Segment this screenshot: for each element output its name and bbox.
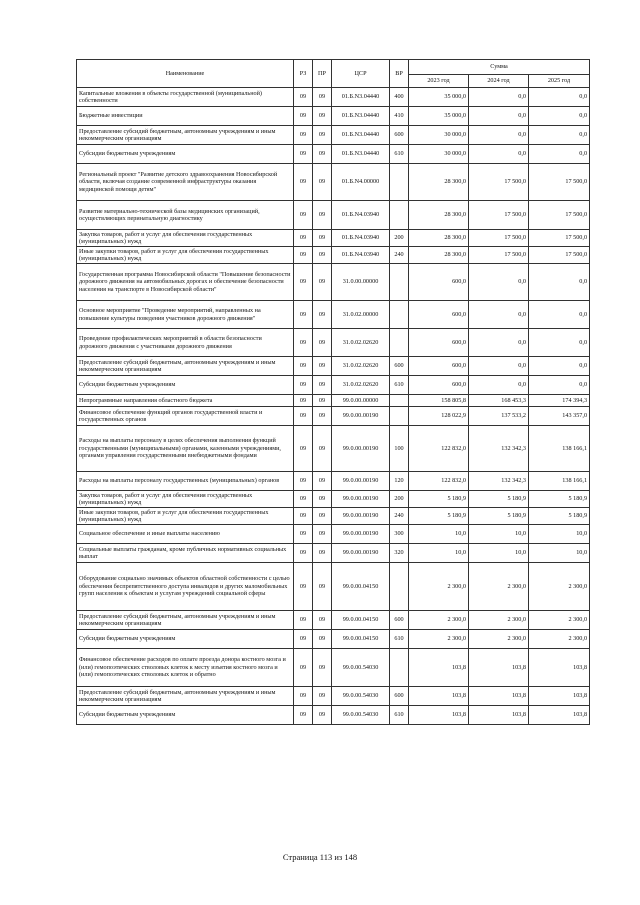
- cell-vr: 610: [390, 706, 409, 725]
- cell-vr: 120: [390, 472, 409, 491]
- table-row: [77, 230, 590, 247]
- cell-pr: 09: [313, 649, 332, 687]
- cell-rz: 09: [294, 376, 313, 395]
- cell-2025: 138 166,1: [529, 472, 590, 491]
- cell-2023: 30 000,0: [409, 145, 469, 164]
- header-sum: Сумма: [409, 60, 590, 75]
- cell-2024: 0,0: [469, 264, 529, 301]
- cell-pr: 09: [313, 563, 332, 611]
- cell-2025: 103,8: [529, 687, 590, 706]
- cell-name: Региональный проект "Развитие детского здравоохранения Новосибирской области, включая создание современной инфраструктуры оказания медицинской помощи детям": [77, 164, 294, 201]
- cell-vr: 600: [390, 126, 409, 145]
- table-row: [77, 426, 590, 472]
- cell-pr: 09: [313, 329, 332, 357]
- cell-pr: 09: [313, 376, 332, 395]
- cell-2024: 132 342,3: [469, 472, 529, 491]
- cell-rz: 09: [294, 164, 313, 201]
- cell-pr: 09: [313, 164, 332, 201]
- cell-2024: 2 300,0: [469, 630, 529, 649]
- cell-csr: 99.0.00.04150: [332, 630, 390, 649]
- cell-pr: 09: [313, 687, 332, 706]
- cell-rz: 09: [294, 544, 313, 563]
- cell-vr: 610: [390, 630, 409, 649]
- cell-2023: 10,0: [409, 525, 469, 544]
- cell-pr: 09: [313, 426, 332, 472]
- cell-2024: 0,0: [469, 88, 529, 107]
- cell-vr: 600: [390, 611, 409, 630]
- cell-vr: 600: [390, 357, 409, 376]
- cell-csr: 01.Б.N3.04440: [332, 88, 390, 107]
- cell-2025: 17 500,0: [529, 164, 590, 201]
- cell-2025: 2 300,0: [529, 611, 590, 630]
- cell-vr: 610: [390, 145, 409, 164]
- cell-2024: 132 342,3: [469, 426, 529, 472]
- cell-csr: 99.0.00.54030: [332, 706, 390, 725]
- table-row: [77, 611, 590, 630]
- cell-2025: 143 357,0: [529, 407, 590, 426]
- cell-csr: 99.0.00.54030: [332, 649, 390, 687]
- cell-2025: 0,0: [529, 301, 590, 329]
- cell-csr: 31.0.02.02620: [332, 376, 390, 395]
- cell-rz: 09: [294, 426, 313, 472]
- cell-rz: 09: [294, 687, 313, 706]
- cell-2025: 17 500,0: [529, 230, 590, 247]
- cell-csr: 99.0.00.00190: [332, 544, 390, 563]
- cell-rz: 09: [294, 357, 313, 376]
- cell-vr: [390, 164, 409, 201]
- cell-name: Субсидии бюджетным учреждениям: [77, 706, 294, 725]
- cell-2024: 5 180,9: [469, 508, 529, 525]
- cell-pr: 09: [313, 247, 332, 264]
- cell-2025: 0,0: [529, 126, 590, 145]
- table-row: [77, 563, 590, 611]
- cell-2023: 103,8: [409, 687, 469, 706]
- cell-2023: 35 000,0: [409, 107, 469, 126]
- table-row: [77, 706, 590, 725]
- cell-2024: 2 300,0: [469, 563, 529, 611]
- cell-2023: 2 300,0: [409, 630, 469, 649]
- cell-rz: 09: [294, 395, 313, 407]
- cell-csr: 99.0.00.00190: [332, 525, 390, 544]
- cell-csr: 31.0.00.00000: [332, 264, 390, 301]
- cell-2024: 137 533,2: [469, 407, 529, 426]
- document-page: [76, 59, 589, 725]
- header-year-2025: 2025 год: [529, 75, 590, 88]
- table-row: [77, 107, 590, 126]
- header-rz: РЗ: [294, 60, 313, 88]
- header-year-2024: 2024 год: [469, 75, 529, 88]
- table-row: [77, 88, 590, 107]
- cell-2024: 0,0: [469, 301, 529, 329]
- cell-name: Предоставление субсидий бюджетным, автономным учреждениям и иным некоммерческим организациям: [77, 126, 294, 145]
- cell-2023: 2 300,0: [409, 563, 469, 611]
- cell-pr: 09: [313, 126, 332, 145]
- cell-2025: 0,0: [529, 88, 590, 107]
- cell-csr: 01.Б.N4.00000: [332, 164, 390, 201]
- cell-2023: 30 000,0: [409, 126, 469, 145]
- cell-pr: 09: [313, 107, 332, 126]
- cell-vr: 240: [390, 247, 409, 264]
- cell-vr: 610: [390, 376, 409, 395]
- table-row: [77, 491, 590, 508]
- table-row: [77, 164, 590, 201]
- table-row: [77, 145, 590, 164]
- table-row: [77, 544, 590, 563]
- cell-name: Закупка товаров, работ и услуг для обеспечения государственных (муниципальных) нужд: [77, 491, 294, 508]
- cell-2024: 17 500,0: [469, 247, 529, 264]
- header-pr: ПР: [313, 60, 332, 88]
- cell-2023: 28 300,0: [409, 247, 469, 264]
- cell-csr: 01.Б.N4.03940: [332, 230, 390, 247]
- table-row: [77, 357, 590, 376]
- cell-rz: 09: [294, 563, 313, 611]
- cell-rz: 09: [294, 491, 313, 508]
- cell-2023: 35 000,0: [409, 88, 469, 107]
- cell-2025: 17 500,0: [529, 201, 590, 230]
- cell-vr: 300: [390, 525, 409, 544]
- cell-pr: 09: [313, 301, 332, 329]
- cell-name: Финансовое обеспечение расходов по оплате проезда донора костного мозга и (или) гемопоэтических стволовых клеток к месту изъятия костного мозга и (или) гемопоэтических стволовых клеток и обратно: [77, 649, 294, 687]
- table-row: [77, 407, 590, 426]
- cell-vr: [390, 201, 409, 230]
- table-row: [77, 472, 590, 491]
- cell-2025: 0,0: [529, 107, 590, 126]
- cell-vr: 410: [390, 107, 409, 126]
- cell-2024: 0,0: [469, 107, 529, 126]
- cell-2024: 0,0: [469, 329, 529, 357]
- cell-2023: 103,8: [409, 649, 469, 687]
- cell-2024: 17 500,0: [469, 164, 529, 201]
- table-row: [77, 630, 590, 649]
- cell-name: Развитие материально-технической базы медицинских организаций, осуществляющих перинатальную диагностику: [77, 201, 294, 230]
- table-row: [77, 508, 590, 525]
- cell-name: Расходы на выплаты персоналу государственных (муниципальных) органов: [77, 472, 294, 491]
- table-row: [77, 525, 590, 544]
- cell-name: Социальное обеспечение и иные выплаты населению: [77, 525, 294, 544]
- cell-2024: 0,0: [469, 357, 529, 376]
- cell-2024: 17 500,0: [469, 201, 529, 230]
- table-body: [77, 88, 590, 725]
- cell-vr: [390, 329, 409, 357]
- cell-2023: 128 022,9: [409, 407, 469, 426]
- header-name: Наименование: [77, 60, 294, 88]
- cell-pr: 09: [313, 491, 332, 508]
- table-row: [77, 329, 590, 357]
- cell-2023: 600,0: [409, 301, 469, 329]
- budget-table: [76, 59, 590, 725]
- cell-csr: 99.0.00.00190: [332, 491, 390, 508]
- table-row: [77, 376, 590, 395]
- cell-2024: 2 300,0: [469, 611, 529, 630]
- cell-2025: 5 180,9: [529, 508, 590, 525]
- cell-rz: 09: [294, 230, 313, 247]
- cell-csr: 99.0.00.00190: [332, 472, 390, 491]
- cell-csr: 99.0.00.00190: [332, 508, 390, 525]
- cell-vr: [390, 649, 409, 687]
- cell-vr: [390, 301, 409, 329]
- cell-rz: 09: [294, 508, 313, 525]
- cell-vr: [390, 563, 409, 611]
- header-csr: ЦСР: [332, 60, 390, 88]
- table-row: [77, 301, 590, 329]
- cell-csr: 99.0.00.00000: [332, 395, 390, 407]
- cell-rz: 09: [294, 145, 313, 164]
- table-row: [77, 264, 590, 301]
- cell-name: Предоставление субсидий бюджетным, автономным учреждениям и иным некоммерческим организациям: [77, 611, 294, 630]
- table-row: [77, 395, 590, 407]
- cell-name: Финансовое обеспечение функций органов государственной власти и государственных органов: [77, 407, 294, 426]
- cell-rz: 09: [294, 649, 313, 687]
- cell-name: Оборудование социально значимых объектов областной собственности с целью обеспечения беспрепятственного доступа инвалидов и других маломобильных групп населения к объектам и услугам учреждений социальной сферы: [77, 563, 294, 611]
- cell-rz: 09: [294, 706, 313, 725]
- cell-2023: 600,0: [409, 264, 469, 301]
- table-row: [77, 126, 590, 145]
- cell-pr: 09: [313, 407, 332, 426]
- cell-2025: 0,0: [529, 264, 590, 301]
- cell-csr: 01.Б.N4.03940: [332, 201, 390, 230]
- cell-2025: 5 180,9: [529, 491, 590, 508]
- cell-vr: 240: [390, 508, 409, 525]
- cell-rz: 09: [294, 107, 313, 126]
- cell-2024: 10,0: [469, 525, 529, 544]
- cell-vr: 200: [390, 230, 409, 247]
- cell-2023: 600,0: [409, 357, 469, 376]
- cell-vr: [390, 264, 409, 301]
- cell-2024: 168 453,3: [469, 395, 529, 407]
- cell-2023: 103,8: [409, 706, 469, 725]
- cell-pr: 09: [313, 706, 332, 725]
- cell-pr: 09: [313, 264, 332, 301]
- cell-2024: 0,0: [469, 376, 529, 395]
- cell-pr: 09: [313, 544, 332, 563]
- cell-2025: 2 300,0: [529, 563, 590, 611]
- cell-vr: 200: [390, 491, 409, 508]
- cell-name: Государственная программа Новосибирской области "Повышение безопасности дорожного движения на автомобильных дорогах и обеспечение безопасности населения на транспорте в Новосибирской области": [77, 264, 294, 301]
- cell-2025: 138 166,1: [529, 426, 590, 472]
- cell-2025: 10,0: [529, 525, 590, 544]
- page-footer: Страница 113 из 148: [282, 852, 358, 862]
- cell-pr: 09: [313, 201, 332, 230]
- cell-pr: 09: [313, 508, 332, 525]
- cell-name: Бюджетные инвестиции: [77, 107, 294, 126]
- cell-csr: 31.0.02.02620: [332, 329, 390, 357]
- header-vr: ВР: [390, 60, 409, 88]
- cell-2023: 122 832,0: [409, 472, 469, 491]
- cell-2024: 103,8: [469, 687, 529, 706]
- cell-rz: 09: [294, 264, 313, 301]
- cell-name: Расходы на выплаты персоналу в целях обеспечения выполнения функций государственными (муниципальными) органами, казенными учреждениями, органами управления государственными внебюджетными фондами: [77, 426, 294, 472]
- cell-rz: 09: [294, 407, 313, 426]
- cell-name: Иные закупки товаров, работ и услуг для обеспечения государственных (муниципальных) нужд: [77, 508, 294, 525]
- cell-csr: 99.0.00.54030: [332, 687, 390, 706]
- cell-2025: 0,0: [529, 329, 590, 357]
- table-row: [77, 201, 590, 230]
- cell-2025: 0,0: [529, 145, 590, 164]
- cell-2023: 10,0: [409, 544, 469, 563]
- cell-csr: 99.0.00.00190: [332, 426, 390, 472]
- cell-name: Проведение профилактических мероприятий в области безопасности дорожного движения с участниками дорожного движения: [77, 329, 294, 357]
- cell-pr: 09: [313, 395, 332, 407]
- cell-pr: 09: [313, 230, 332, 247]
- cell-2025: 174 394,3: [529, 395, 590, 407]
- cell-name: Субсидии бюджетным учреждениям: [77, 630, 294, 649]
- cell-rz: 09: [294, 611, 313, 630]
- cell-name: Закупка товаров, работ и услуг для обеспечения государственных (муниципальных) нужд: [77, 230, 294, 247]
- cell-vr: 600: [390, 687, 409, 706]
- cell-2024: 0,0: [469, 145, 529, 164]
- cell-2025: 103,8: [529, 649, 590, 687]
- cell-pr: 09: [313, 357, 332, 376]
- cell-name: Субсидии бюджетным учреждениям: [77, 145, 294, 164]
- cell-2025: 0,0: [529, 357, 590, 376]
- header-year-2023: 2023 год: [409, 75, 469, 88]
- cell-2024: 10,0: [469, 544, 529, 563]
- table-row: [77, 649, 590, 687]
- cell-vr: 320: [390, 544, 409, 563]
- cell-2024: 103,8: [469, 649, 529, 687]
- cell-pr: 09: [313, 472, 332, 491]
- cell-name: Иные закупки товаров, работ и услуг для обеспечения государственных (муниципальных) нужд: [77, 247, 294, 264]
- cell-pr: 09: [313, 525, 332, 544]
- cell-2025: 10,0: [529, 544, 590, 563]
- table-row: [77, 687, 590, 706]
- cell-name: Предоставление субсидий бюджетным, автономным учреждениям и иным некоммерческим организациям: [77, 357, 294, 376]
- cell-name: Предоставление субсидий бюджетным, автономным учреждениям и иным некоммерческим организациям: [77, 687, 294, 706]
- cell-rz: 09: [294, 630, 313, 649]
- cell-pr: 09: [313, 88, 332, 107]
- cell-csr: 01.Б.N3.04440: [332, 107, 390, 126]
- cell-2023: 5 180,9: [409, 491, 469, 508]
- cell-rz: 09: [294, 247, 313, 264]
- cell-2024: 0,0: [469, 126, 529, 145]
- cell-csr: 99.0.00.00190: [332, 407, 390, 426]
- cell-vr: [390, 407, 409, 426]
- cell-rz: 09: [294, 301, 313, 329]
- cell-rz: 09: [294, 126, 313, 145]
- cell-vr: 100: [390, 426, 409, 472]
- cell-2023: 600,0: [409, 329, 469, 357]
- cell-2023: 28 300,0: [409, 164, 469, 201]
- cell-name: Капитальные вложения в объекты государственной (муниципальной) собственности: [77, 88, 294, 107]
- cell-name: Социальные выплаты гражданам, кроме публичных нормативных социальных выплат: [77, 544, 294, 563]
- cell-2025: 17 500,0: [529, 247, 590, 264]
- cell-vr: 400: [390, 88, 409, 107]
- cell-csr: 99.0.00.04150: [332, 611, 390, 630]
- cell-name: Непрограммные направления областного бюджета: [77, 395, 294, 407]
- cell-csr: 01.Б.N3.04440: [332, 126, 390, 145]
- cell-2023: 28 300,0: [409, 230, 469, 247]
- cell-2023: 2 300,0: [409, 611, 469, 630]
- cell-rz: 09: [294, 525, 313, 544]
- cell-2024: 5 180,9: [469, 491, 529, 508]
- cell-rz: 09: [294, 201, 313, 230]
- cell-vr: [390, 395, 409, 407]
- cell-pr: 09: [313, 611, 332, 630]
- cell-2023: 5 180,9: [409, 508, 469, 525]
- cell-2023: 158 805,8: [409, 395, 469, 407]
- cell-name: Субсидии бюджетным учреждениям: [77, 376, 294, 395]
- cell-2024: 103,8: [469, 706, 529, 725]
- cell-2023: 28 300,0: [409, 201, 469, 230]
- cell-csr: 31.0.02.00000: [332, 301, 390, 329]
- cell-rz: 09: [294, 88, 313, 107]
- cell-csr: 99.0.00.04150: [332, 563, 390, 611]
- cell-2025: 0,0: [529, 376, 590, 395]
- cell-2025: 2 300,0: [529, 630, 590, 649]
- cell-2024: 17 500,0: [469, 230, 529, 247]
- table-row: [77, 247, 590, 264]
- cell-2023: 600,0: [409, 376, 469, 395]
- cell-csr: 31.0.02.02620: [332, 357, 390, 376]
- cell-rz: 09: [294, 472, 313, 491]
- cell-csr: 01.Б.N4.03940: [332, 247, 390, 264]
- cell-csr: 01.Б.N3.04440: [332, 145, 390, 164]
- cell-pr: 09: [313, 145, 332, 164]
- cell-2025: 103,8: [529, 706, 590, 725]
- cell-pr: 09: [313, 630, 332, 649]
- cell-2023: 122 832,0: [409, 426, 469, 472]
- cell-rz: 09: [294, 329, 313, 357]
- cell-name: Основное мероприятие "Проведение мероприятий, направленных на повышение культуры поведения участников дорожного движения": [77, 301, 294, 329]
